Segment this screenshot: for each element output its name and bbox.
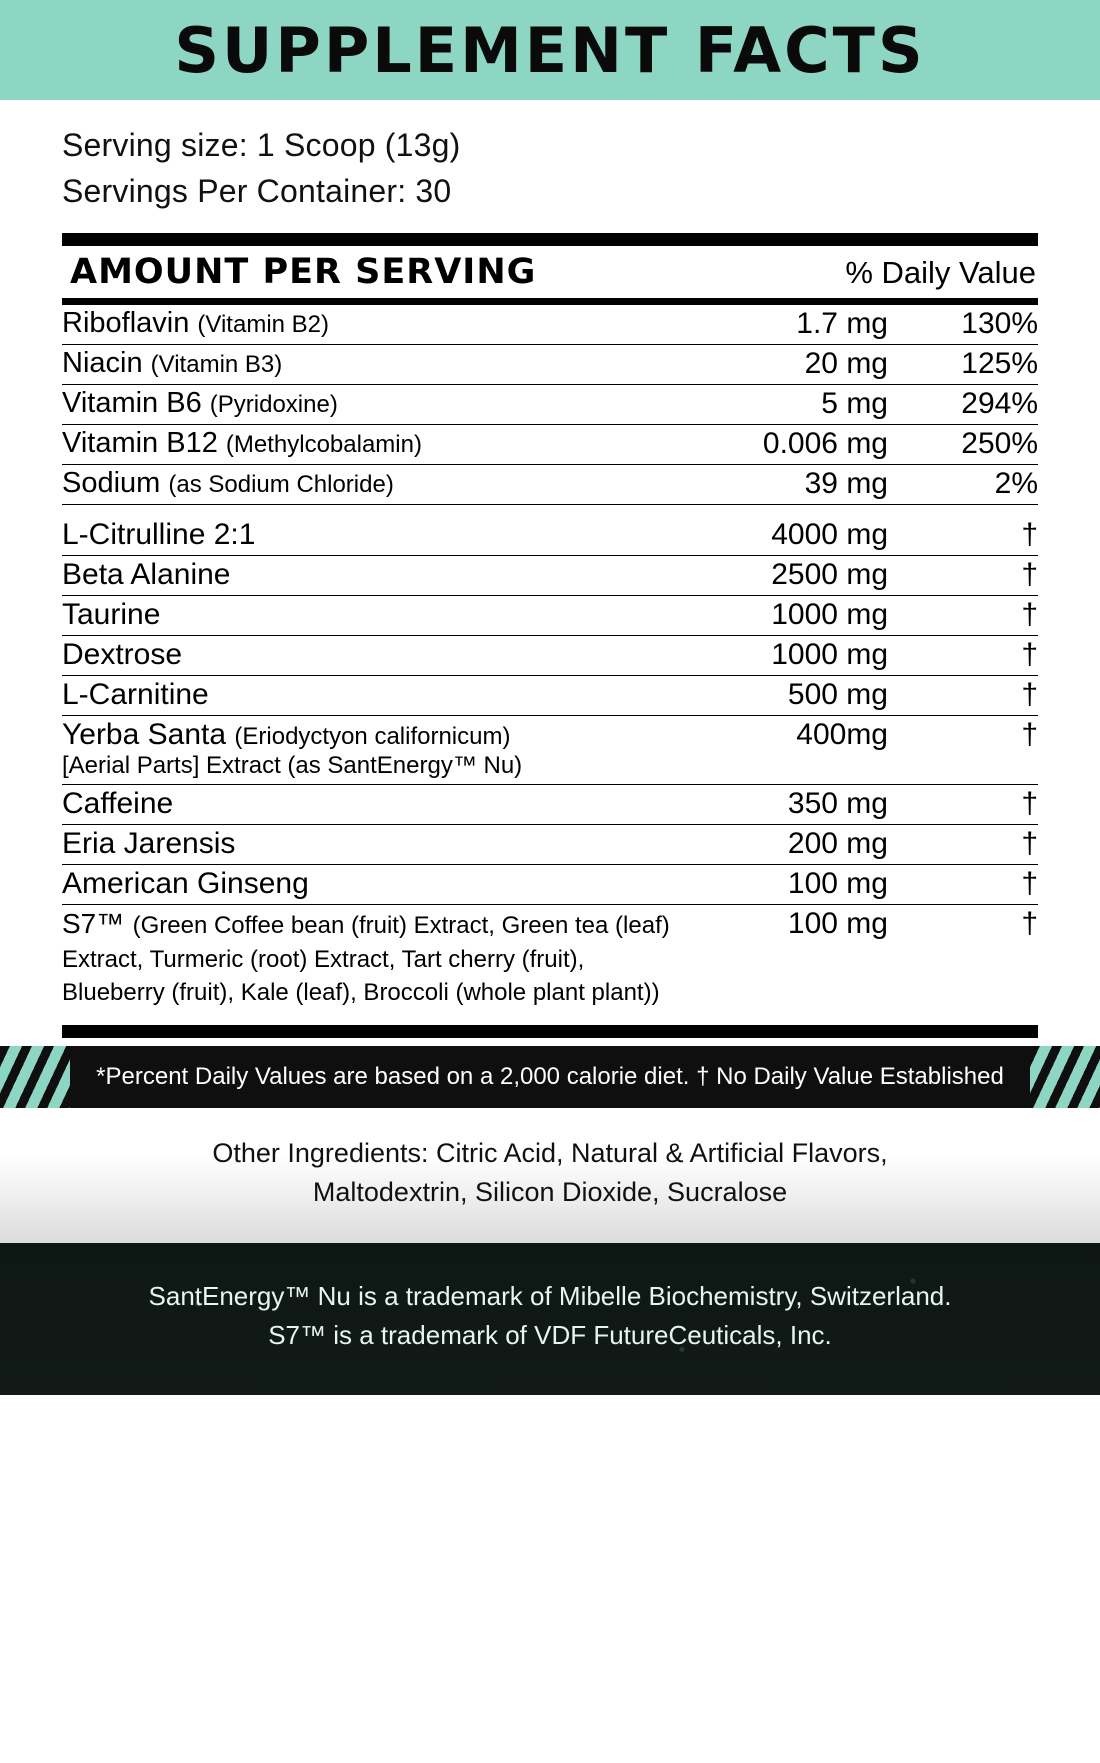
ingredient-dv: † (888, 556, 1038, 596)
ingredient-name: Caffeine (62, 784, 673, 824)
ingredient-name: Taurine (62, 596, 673, 636)
ingredient-name: L-Carnitine (62, 676, 673, 716)
nutrient-dv: 2% (888, 464, 1038, 504)
ingredient-dv: † (888, 716, 1038, 785)
header-band (0, 0, 1100, 100)
divider-medium (62, 298, 1038, 305)
footnote-text: *Percent Daily Values are based on a 2,000 calorie diet. † No Daily Value Established (82, 1063, 1018, 1091)
nutrient-name: Vitamin B6 (62, 386, 202, 419)
ingredient-name: American Ginseng (62, 864, 673, 904)
other-ingredients-section (0, 1108, 1100, 1242)
table-row (62, 864, 1038, 904)
ingredient-latin-name: (Eriodyctyon californicum) (234, 723, 511, 751)
ingredient-amount: 350 mg (673, 784, 888, 824)
nutrient-dv: 125% (888, 344, 1038, 384)
nutrient-amount: 0.006 mg (673, 424, 888, 464)
serving-size: Serving size: 1 Scoop (13g) (62, 127, 461, 163)
nutrient-amount: 39 mg (673, 464, 888, 504)
table-row (62, 636, 1038, 676)
ingredient-dv: † (888, 864, 1038, 904)
ingredient-amount: 4000 mg (673, 516, 888, 556)
ingredient-dv: † (888, 596, 1038, 636)
other-ingredients-line-1: Other Ingredients: Citric Acid, Natural & Artificial Flavors, (212, 1138, 888, 1169)
table-row (62, 904, 1038, 1011)
other-ingredients-line-2: Maltodextrin, Silicon Dioxide, Sucralose (312, 1177, 788, 1208)
nutrient-subname: (Methylcobalamin) (225, 430, 422, 458)
table-row (62, 424, 1038, 464)
ingredient-dv: † (888, 784, 1038, 824)
ingredient-detail: [Aerial Parts] Extract (as SantEnergy™ Nu) (62, 752, 523, 780)
table-header-row (62, 246, 1038, 298)
ingredient-amount: 400mg (673, 716, 888, 785)
nutrient-dv: 250% (888, 424, 1038, 464)
ingredient-dv: † (888, 676, 1038, 716)
table-row (62, 596, 1038, 636)
stripe-decoration-right (1030, 1046, 1100, 1108)
nutrient-subname: (Vitamin B3) (150, 350, 283, 378)
table-spacer (62, 504, 1038, 516)
ingredient-amount: 100 mg (673, 864, 888, 904)
servings-per-container: Servings Per Container: 30 (62, 173, 452, 210)
daily-value-label: % Daily Value (845, 254, 1036, 290)
ingredient-amount: 1000 mg (673, 596, 888, 636)
ingredient-name: Yerba Santa (62, 718, 227, 752)
ingredient-name: Dextrose (62, 636, 673, 676)
nutrient-name: Niacin (62, 346, 143, 379)
ingredient-name: S7™ (62, 907, 125, 939)
divider-thick-top (62, 233, 1038, 246)
table-row (62, 784, 1038, 824)
table-row (62, 384, 1038, 424)
ingredient-amount: 2500 mg (673, 556, 888, 596)
amount-per-serving-label: AMOUNT PER SERVING (70, 251, 537, 292)
vitamins-table (62, 305, 1038, 517)
facts-body (0, 100, 1100, 1038)
nutrient-name: Riboflavin (62, 306, 190, 339)
ingredient-name: Eria Jarensis (62, 824, 673, 864)
nutrient-name: Sodium (62, 466, 161, 499)
ingredient-name: Beta Alanine (62, 556, 673, 596)
ingredient-detail: (Green Coffee bean (fruit) Extract, Green tea (leaf) Extract, Turmeric (root) Extract, Tart cherry (fruit), Blueberry (fruit), Kale (leaf), Broccoli (whole plant plant)) (62, 911, 670, 1007)
ingredient-dv: † (888, 516, 1038, 556)
table-row (62, 516, 1038, 556)
table-row (62, 344, 1038, 384)
nutrient-dv: 294% (888, 384, 1038, 424)
ingredient-dv: † (888, 824, 1038, 864)
ingredient-amount: 200 mg (673, 824, 888, 864)
ingredient-amount: 100 mg (787, 906, 888, 940)
nutrient-subname: (Pyridoxine) (209, 390, 338, 418)
blend-table (62, 516, 1038, 1011)
table-row (62, 824, 1038, 864)
table-row (62, 464, 1038, 504)
nutrient-dv: 130% (888, 305, 1038, 345)
footnote-band (0, 1046, 1100, 1108)
ingredient-amount: 500 mg (673, 676, 888, 716)
table-row (62, 556, 1038, 596)
trademark-line-2: S7™ is a trademark of VDF FutureCeuticals, Inc. (268, 1319, 832, 1350)
stripe-decoration-left (0, 1046, 70, 1108)
nutrient-amount: 20 mg (673, 344, 888, 384)
divider-thick-bottom (62, 1025, 1038, 1038)
nutrient-amount: 5 mg (673, 384, 888, 424)
trademark-footer (0, 1243, 1100, 1395)
ingredient-amount: 1000 mg (673, 636, 888, 676)
table-row (62, 305, 1038, 345)
ingredient-dv: † (1021, 906, 1038, 940)
nutrient-name: Vitamin B12 (62, 426, 218, 459)
ingredient-name: L-Citrulline 2:1 (62, 516, 673, 556)
nutrient-subname: (as Sodium Chloride) (168, 470, 394, 498)
table-row (62, 716, 1038, 785)
table-row (62, 676, 1038, 716)
ingredient-dv: † (888, 636, 1038, 676)
nutrient-subname: (Vitamin B2) (197, 310, 330, 338)
page-title: SUPPLEMENT FACTS (174, 13, 926, 87)
trademark-line-1: SantEnergy™ Nu is a trademark of Mibelle Biochemistry, Switzerland. (148, 1280, 952, 1311)
nutrient-amount: 1.7 mg (673, 305, 888, 345)
